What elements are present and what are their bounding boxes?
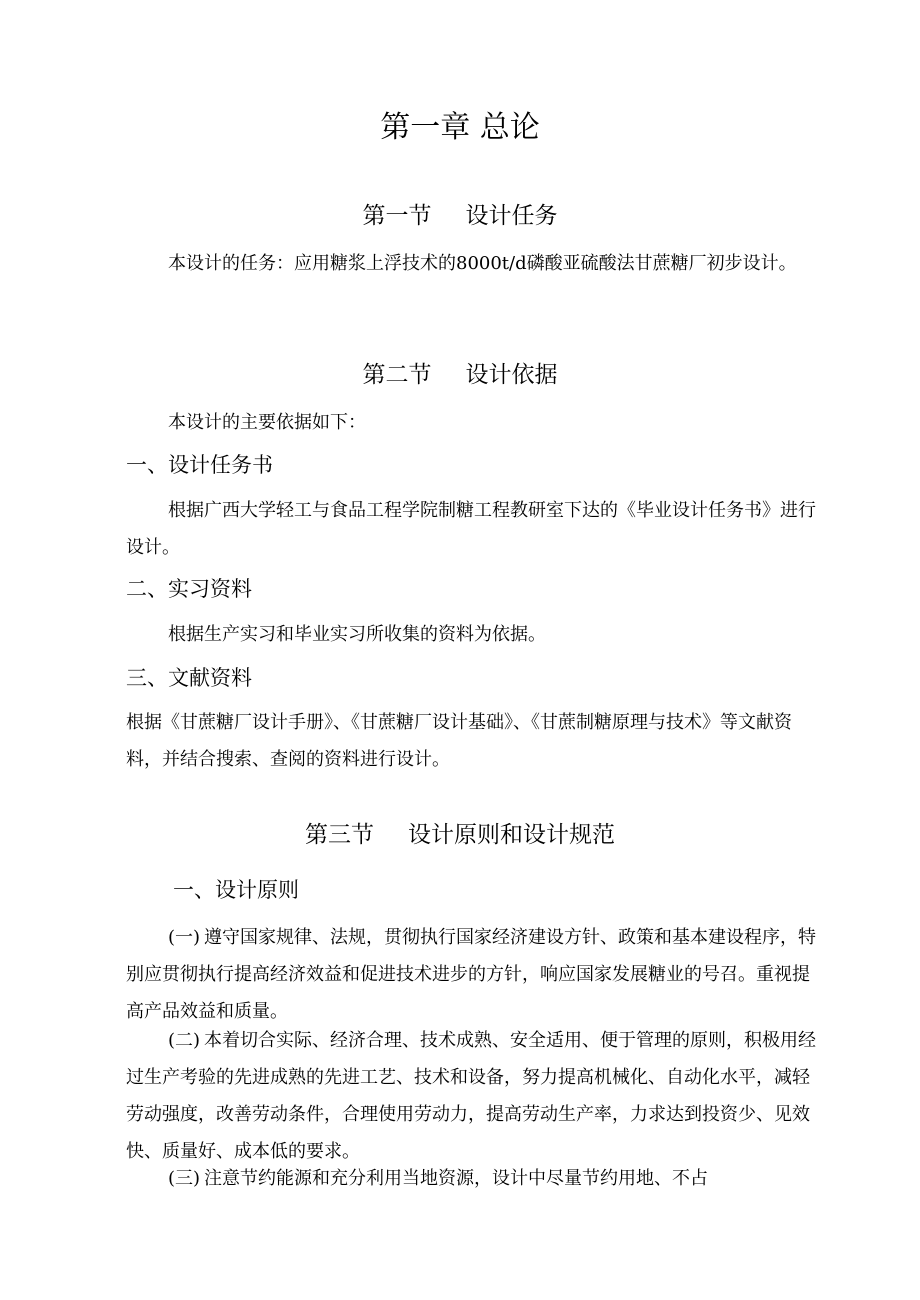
section-3-number: 第三节 (305, 822, 374, 848)
section-1-number: 第一节 (362, 203, 432, 229)
clause-number: (一) (168, 927, 201, 948)
clause-text: 遵守国家规律、法规，贯彻执行国家经济建设方针、政策和基本建设程序，特别应贯彻执行提高经济效益和促进技术进步的方针，响应国家发展糖业的号召。重视提高产品效益和质量。 (126, 927, 817, 1022)
basis-heading-3: 三、文献资料 (126, 666, 252, 690)
section-2-intro: 本设计的主要依据如下： (168, 412, 366, 433)
principle-clause-3 (126, 1160, 820, 1197)
section-1-paragraph: 本设计的任务：应用糖浆上浮技术的8000t/d磷酸亚硫酸法甘蔗糖厂初步设计。 (168, 253, 797, 274)
basis-text-2: 根据生产实习和毕业实习所收集的资料为依据。 (168, 624, 546, 645)
basis-text-3: 根据《甘蔗糖厂设计手册》、《甘蔗糖厂设计基础》、《甘蔗制糖原理与技术》等文献资料，并结合搜索、查阅的资料进行设计。 (126, 712, 792, 770)
section-2-title (0, 357, 920, 393)
principle-clause-2 (126, 1022, 820, 1170)
basis-heading-1: 一、设计任务书 (126, 453, 273, 477)
basis-text-1: 根据广西大学轻工与食品工程学院制糖工程教研室下达的《毕业设计任务书》进行设计。 (126, 500, 816, 558)
clause-number: (二) (168, 1030, 201, 1051)
section-1-name: 设计任务 (465, 203, 558, 229)
clause-text: 本着切合实际、经济合理、技术成熟、安全适用、便于管理的原则，积极用经过生产考验的先进成熟的先进工艺、技术和设备，努力提高机械化、自动化水平，减轻劳动强度，改善劳动条件，合理使用劳动力，提高劳动生产率，力求达到投资少、见效快、质量好、成本低的要求。 (126, 1030, 817, 1162)
principles-heading: 一、设计原则 (173, 878, 299, 902)
clause-number: (三) (168, 1168, 201, 1189)
clause-text: 注意节约能源和充分利用当地资源，设计中尽量节约用地、不占 (204, 1168, 709, 1189)
section-2-number: 第二节 (362, 362, 432, 388)
section-3-title (0, 817, 920, 853)
section-2-name: 设计依据 (465, 362, 558, 388)
principle-clause-1 (126, 919, 820, 1030)
section-3-name: 设计原则和设计规范 (408, 822, 615, 848)
section-1-title (0, 198, 920, 234)
chapter-title: 第一章 总论 (380, 110, 540, 145)
basis-heading-2: 二、实习资料 (126, 577, 252, 601)
